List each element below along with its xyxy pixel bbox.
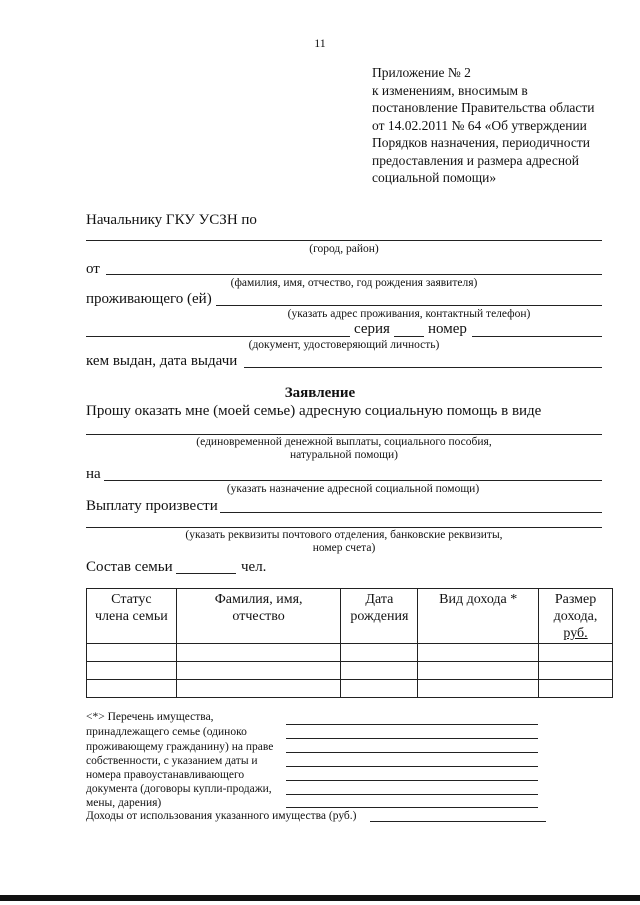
header-text: руб. bbox=[563, 626, 588, 641]
appendix-line: к изменениям, вносимым в bbox=[372, 82, 528, 98]
payment-caption bbox=[86, 529, 602, 555]
header-text: Дата bbox=[365, 592, 394, 607]
table-cell[interactable] bbox=[341, 680, 418, 698]
header-text: отчество bbox=[232, 609, 285, 624]
property-field-line[interactable] bbox=[286, 738, 538, 739]
table-cell[interactable] bbox=[418, 680, 539, 698]
footnote-line: собственности, с указанием даты и bbox=[86, 755, 258, 767]
table-cell[interactable] bbox=[176, 662, 341, 680]
property-field-line[interactable] bbox=[286, 766, 538, 767]
scan-edge bbox=[0, 895, 640, 901]
city-caption: (город, район) bbox=[309, 243, 379, 255]
footnote-line: номера правоустанавливающего bbox=[86, 769, 245, 781]
document-caption: (документ, удостоверяющий личность) bbox=[248, 339, 440, 351]
property-field-line[interactable] bbox=[286, 724, 538, 725]
family-unit: чел. bbox=[241, 559, 267, 575]
from-row bbox=[86, 259, 602, 279]
applicant-name-field-line[interactable] bbox=[106, 274, 602, 275]
table-cell[interactable] bbox=[176, 644, 341, 662]
table-cell[interactable] bbox=[539, 662, 613, 680]
appendix-note bbox=[372, 64, 622, 187]
appendix-line: предоставления и размера адресной bbox=[372, 152, 580, 168]
series-field-line[interactable] bbox=[394, 336, 424, 337]
table-cell[interactable] bbox=[418, 644, 539, 662]
issued-row bbox=[86, 351, 602, 371]
family-size-field-line[interactable] bbox=[176, 573, 236, 574]
address-caption: (указать адрес проживания, контактный телефон) bbox=[287, 308, 531, 320]
property-field-line[interactable] bbox=[286, 780, 538, 781]
family-row bbox=[86, 557, 602, 577]
property-field-line[interactable] bbox=[286, 807, 538, 808]
header-birth-date bbox=[341, 589, 418, 644]
caption-line: (указать реквизиты почтового отделения, банковские реквизиты, bbox=[185, 529, 503, 541]
purpose-caption: (указать назначение адресной социальной помощи) bbox=[226, 483, 480, 495]
caption-line: (единовременной денежной выплаты, социального пособия, bbox=[196, 436, 492, 448]
payment-label: Выплату произвести bbox=[86, 498, 218, 514]
header-text: члена семьи bbox=[95, 609, 168, 624]
family-members-table bbox=[86, 588, 613, 698]
caption-line: натуральной помощи) bbox=[289, 449, 398, 461]
table-cell[interactable] bbox=[176, 680, 341, 698]
addressee-row bbox=[86, 210, 602, 230]
table-cell[interactable] bbox=[539, 680, 613, 698]
header-full-name bbox=[176, 589, 341, 644]
header-text: Фамилия, имя, bbox=[214, 592, 303, 607]
table-cell[interactable] bbox=[341, 644, 418, 662]
residing-row bbox=[86, 289, 602, 309]
income-field-line[interactable] bbox=[370, 821, 546, 822]
table-cell[interactable] bbox=[87, 644, 177, 662]
purpose-row bbox=[86, 464, 602, 484]
payment-details-field-line-2[interactable] bbox=[86, 527, 602, 528]
table-header-row bbox=[87, 589, 613, 644]
payment-row bbox=[86, 496, 602, 516]
footnote-line: мены, дарения) bbox=[86, 797, 162, 809]
header-text: Размер bbox=[554, 592, 597, 607]
table-row bbox=[87, 644, 613, 662]
residing-label: проживающего (ей) bbox=[86, 291, 212, 307]
page-number: 11 bbox=[314, 36, 326, 50]
issued-label: кем выдан, дата выдачи bbox=[86, 353, 238, 369]
appendix-line: от 14.02.2011 № 64 «Об утверждении bbox=[372, 117, 587, 133]
appendix-line: Порядков назначения, периодичности bbox=[372, 135, 590, 150]
income-from-property-label: Доходы от использования указанного имущества (руб.) bbox=[86, 810, 357, 822]
document-title: Заявление bbox=[284, 385, 356, 401]
header-income-type bbox=[418, 589, 539, 644]
address-field-line[interactable] bbox=[216, 305, 602, 306]
family-label: Состав семьи bbox=[86, 559, 173, 575]
table-row bbox=[87, 680, 613, 698]
table-cell[interactable] bbox=[539, 644, 613, 662]
caption-line: номер счета) bbox=[312, 542, 376, 554]
table-cell[interactable] bbox=[341, 662, 418, 680]
series-label: серия bbox=[354, 321, 390, 337]
from-label: от bbox=[86, 261, 100, 277]
table-cell[interactable] bbox=[87, 680, 177, 698]
issued-field-line[interactable] bbox=[244, 367, 602, 368]
number-field-line[interactable] bbox=[472, 336, 602, 337]
request-row bbox=[86, 401, 602, 421]
table-cell[interactable] bbox=[418, 662, 539, 680]
city-field-line[interactable] bbox=[86, 240, 602, 241]
property-field-line[interactable] bbox=[286, 752, 538, 753]
footnote-line: документа (договоры купли-продажи, bbox=[86, 783, 272, 795]
appendix-line: постановление Правительства области bbox=[372, 100, 595, 115]
footnote-line: принадлежащего семье (одиноко bbox=[86, 726, 247, 738]
footnote-line: <*> Перечень имущества, bbox=[86, 711, 214, 723]
request-text: Прошу оказать мне (моей семье) адресную социальную помощь в виде bbox=[86, 403, 542, 419]
payment-details-field-line[interactable] bbox=[220, 512, 602, 513]
assistance-type-field-line[interactable] bbox=[86, 434, 602, 435]
number-label: номер bbox=[428, 321, 467, 337]
appendix-line: Приложение № 2 bbox=[372, 65, 471, 80]
appendix-line: социальной помощи» bbox=[372, 170, 497, 185]
purpose-field-line[interactable] bbox=[104, 480, 602, 481]
header-text: рождения bbox=[350, 609, 409, 624]
header-text: Вид дохода * bbox=[439, 592, 518, 607]
footnote-line: проживающему гражданину) на праве bbox=[86, 741, 274, 753]
applicant-caption: (фамилия, имя, отчество, год рождения заявителя) bbox=[230, 277, 478, 289]
header-text: Статус bbox=[111, 592, 152, 607]
header-income-size bbox=[539, 589, 613, 644]
property-field-line[interactable] bbox=[286, 794, 538, 795]
header-status bbox=[87, 589, 177, 644]
table-cell[interactable] bbox=[87, 662, 177, 680]
purpose-label: на bbox=[86, 466, 101, 482]
assistance-type-caption bbox=[86, 436, 602, 462]
table-row bbox=[87, 662, 613, 680]
addressee-label: Начальнику ГКУ УСЗН по bbox=[86, 212, 257, 228]
header-text: дохода, bbox=[553, 609, 598, 624]
